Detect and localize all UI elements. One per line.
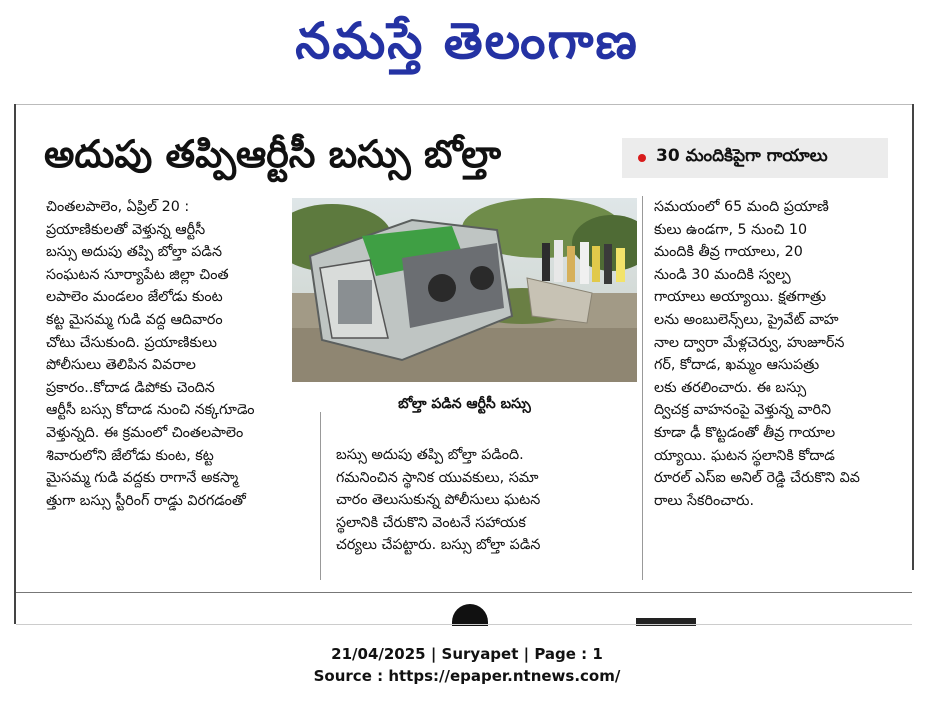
text-line: మైసమ్మ గుడి వద్దకు రాగానే అకస్మా bbox=[46, 470, 239, 487]
text-line: చింతలపాలెం, ఏప్రిల్ 20 : bbox=[46, 199, 190, 215]
column-divider-1 bbox=[320, 412, 321, 580]
text-line: రూరల్ ఎస్ఐ అనిల్ రెడ్డి చేరుకొని వివ bbox=[654, 470, 860, 487]
article-column-2 bbox=[336, 444, 632, 557]
text-line: కట్ట మైసమ్మ గుడి వద్ద ఆదివారం bbox=[46, 311, 223, 328]
text-line: స్థలానికి చేరుకొని వెంటనే సహాయక bbox=[336, 514, 526, 531]
text-line: ప్రయాణికులతో వెళ్తున్న ఆర్టీసీ bbox=[46, 221, 206, 238]
top-divider bbox=[16, 104, 912, 105]
subheadline-text: 30 మందికిపైగా గాయాలు bbox=[656, 146, 828, 166]
text-line: గమనించిన స్థానిక యువకులు, సమా bbox=[336, 469, 539, 486]
text-line: త్తుగా బస్సు స్టీరింగ్ రాడ్డు విరగడంతో bbox=[46, 492, 246, 509]
photo-caption: బోల్తా పడిన ఆర్టీసీ బస్సు bbox=[398, 396, 531, 412]
article-headline: అదుపు తప్పిఆర్టీసీ బస్సు బోల్తా bbox=[44, 132, 502, 176]
text-line: లపాలెం మండలం జేలోడు కుంట bbox=[46, 289, 223, 306]
article-column-1 bbox=[46, 196, 310, 512]
article-column-3 bbox=[654, 196, 906, 512]
bullet-icon bbox=[638, 154, 646, 162]
text-line: లను అంబులెన్స్‌లు, ప్రైవేట్ వాహ bbox=[654, 311, 839, 328]
bottom-divider bbox=[16, 592, 912, 593]
text-line: సమయంలో 65 మంది ప్రయాణి bbox=[654, 199, 829, 215]
text-line: ప్రకారం..కోదాడ డిపోకు చెందిన bbox=[46, 379, 215, 396]
text-line: చారం తెలుసుకున్న పోలీసులు ఘటన bbox=[336, 492, 541, 509]
bus-accident-photo bbox=[292, 198, 637, 382]
right-border bbox=[912, 104, 914, 570]
text-line: నాల ద్వారా మేళ్లచెర్వు, హుజూర్‌న bbox=[654, 334, 845, 351]
subheadline-box bbox=[622, 138, 888, 178]
footer-source-link[interactable]: Source : https://epaper.ntnews.com/ bbox=[313, 667, 621, 685]
text-line: వెళ్తున్నది. ఈ క్రమంలో చింతలపాలెం bbox=[46, 424, 244, 441]
footer-date-line: 21/04/2025 | Suryapet | Page : 1 bbox=[331, 645, 603, 663]
text-line: లకు తరలించారు. ఈ బస్సు bbox=[654, 379, 807, 396]
text-line: య్యాయి. ఘటన స్థలానికి కోదాడ bbox=[654, 447, 835, 464]
text-line: గాయాలు అయ్యాయి. క్షతగాత్రు bbox=[654, 289, 827, 306]
text-line: శివారులోని జేలోడు కుంట, కట్ట bbox=[46, 447, 214, 464]
text-line: పోలీసులు తెలిపిన వివరాల bbox=[46, 357, 196, 374]
text-line: నుండి 30 మందికి స్వల్ప bbox=[654, 266, 791, 283]
masthead-logo: నమస్తే తెలంగాణ bbox=[295, 12, 639, 70]
text-line: బస్సు అదుపు తప్పి బోల్తా పడిన bbox=[46, 244, 223, 261]
text-line: ఆర్టీసీ బస్సు కోదాడ నుంచి నక్కగూడెం bbox=[46, 402, 255, 419]
text-line: రాలు సేకరించారు. bbox=[654, 492, 754, 509]
column-divider-2 bbox=[642, 196, 643, 580]
left-border bbox=[14, 104, 16, 624]
text-line: సంఘటన సూర్యాపేట జిల్లా చింత bbox=[46, 266, 229, 283]
text-line: చర్యలు చేపట్టారు. బస్సు బోల్తా పడిన bbox=[336, 537, 541, 554]
text-line: కులు ఉండగా, 5 నుంచి 10 bbox=[654, 221, 808, 238]
text-line: చోటు చేసుకుంది. ప్రయాణికులు bbox=[46, 334, 217, 351]
text-line: మందికి తీవ్ర గాయాలు, 20 bbox=[654, 244, 803, 261]
text-line: ద్విచక్ర వాహనంపై వెళ్తున్న వారిని bbox=[654, 402, 832, 419]
text-line: బస్సు అదుపు తప్పి బోల్తా పడింది. bbox=[336, 447, 524, 463]
next-article-fragment bbox=[452, 604, 488, 626]
text-line: గర్, కోదాడ, ఖమ్మం ఆసుపత్రు bbox=[654, 357, 820, 374]
page-edge-bottom bbox=[16, 624, 912, 625]
text-line: కూడా ఢీ కొట్టడంతో తీవ్ర గాయాల bbox=[654, 424, 836, 441]
